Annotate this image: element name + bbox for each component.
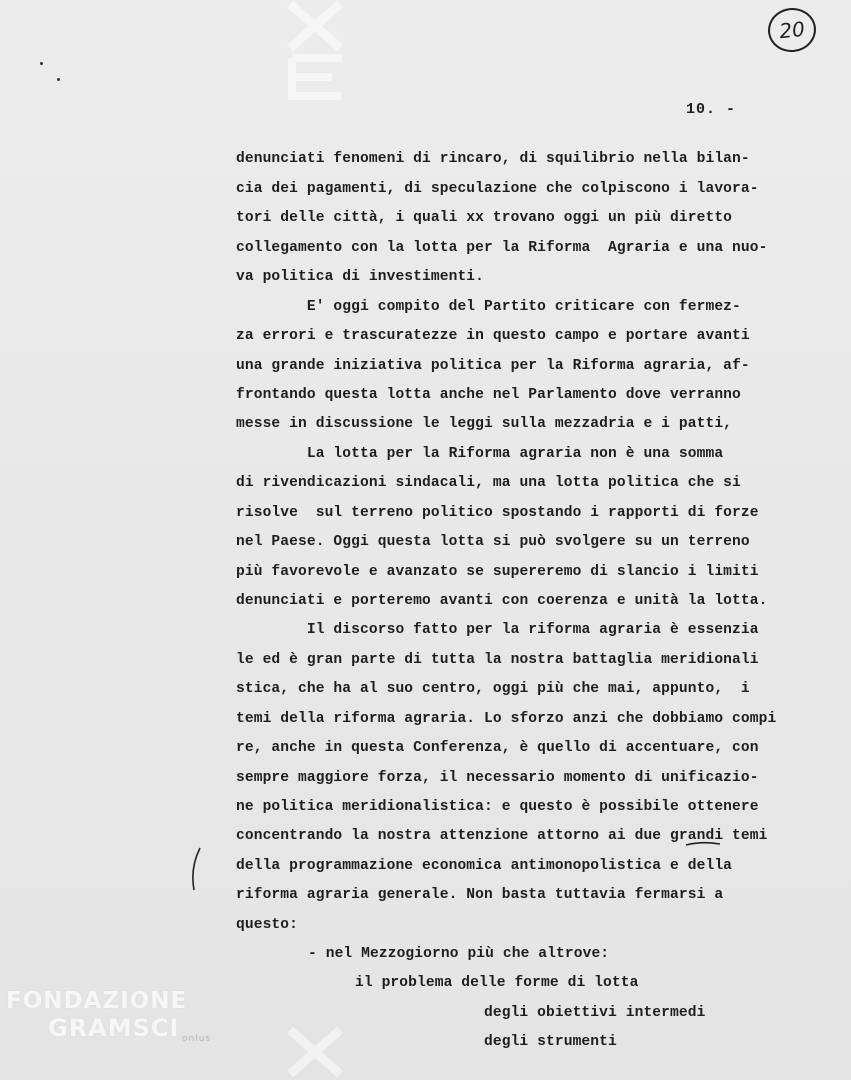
list-line: - nel Mezzogiorno più che altrove: (308, 946, 610, 962)
body-line: re, anche in questa Conferenza, è quello di accentuare, con (236, 740, 759, 756)
body-line: denunciati e porteremo avanti con coerenza e unità la lotta. (236, 593, 768, 609)
body-line: La lotta per la Riforma agraria non è una somma (236, 446, 724, 462)
body-line: tori delle città, i quali xx trovano oggi un più diretto (236, 210, 733, 226)
body-line: le ed è gran parte di tutta la nostra battaglia meridionali (236, 652, 759, 668)
body-line: temi della riforma agraria. Lo sforzo anzi che dobbiamo compi (236, 711, 777, 727)
watermark-gramsci-label: GRAMSCI (48, 1014, 180, 1042)
watermark-onlus-label: onlus (182, 1034, 212, 1044)
body-line: cia dei pagamenti, di speculazione che colpiscono i lavora- (236, 181, 759, 197)
handwritten-underline (684, 840, 724, 848)
body-line: va politica di investimenti. (236, 269, 485, 285)
body-line: della programmazione economica antimonopolistica e della (236, 858, 733, 874)
body-line: concentrando la nostra attenzione attorno ai due grandi temi (236, 828, 768, 844)
archive-watermark-glyph (282, 0, 352, 100)
body-line: E' oggi compito del Partito criticare con fermez- (236, 299, 741, 315)
body-line: di rivendicazioni sindacali, ma una lotta politica che si (236, 475, 741, 491)
body-line: ne politica meridionalistica: e questo è possibile ottenere (236, 799, 759, 815)
body-line: za errori e trascuratezze in questo campo e portare avanti (236, 328, 750, 344)
body-line: frontando questa lotta anche nel Parlamento dove verranno (236, 387, 741, 403)
archive-watermark-glyph (282, 990, 352, 1080)
body-line: Il discorso fatto per la riforma agraria è essenzia (236, 622, 759, 638)
body-line: stica, che ha al suo centro, oggi più che mai, appunto, i (236, 681, 750, 697)
body-line: una grande iniziativa politica per la Riforma agraria, af- (236, 358, 750, 374)
handwritten-margin-mark (186, 846, 206, 894)
list-line: il problema delle forme di lotta (355, 975, 639, 991)
page-number: 10. - (686, 101, 737, 118)
body-line: messe in discussione le leggi sulla mezzadria e i patti, (236, 416, 733, 432)
body-line: più favorevole e avanzato se supereremo di slancio i limiti (236, 564, 759, 580)
page-stamp: 20 (766, 6, 818, 55)
body-line: denunciati fenomeni di rincaro, di squilibrio nella bilan- (236, 151, 750, 167)
watermark-foundation-label: FONDAZIONE (6, 988, 188, 1014)
body-line: risolve sul terreno politico spostando i rapporti di forze (236, 505, 759, 521)
list-line: degli strumenti (484, 1034, 617, 1050)
body-line: riforma agraria generale. Non basta tuttavia fermarsi a (236, 887, 724, 903)
body-line: nel Paese. Oggi questa lotta si può svolgere su un terreno (236, 534, 750, 550)
body-line: sempre maggiore forza, il necessario momento di unificazio- (236, 770, 759, 786)
body-line: collegamento con la lotta per la Riforma Agraria e una nuo- (236, 240, 768, 256)
list-line: degli obiettivi intermedi (484, 1005, 706, 1021)
ink-speck (57, 78, 60, 81)
ink-speck (40, 62, 43, 65)
body-line: questo: (236, 917, 299, 933)
